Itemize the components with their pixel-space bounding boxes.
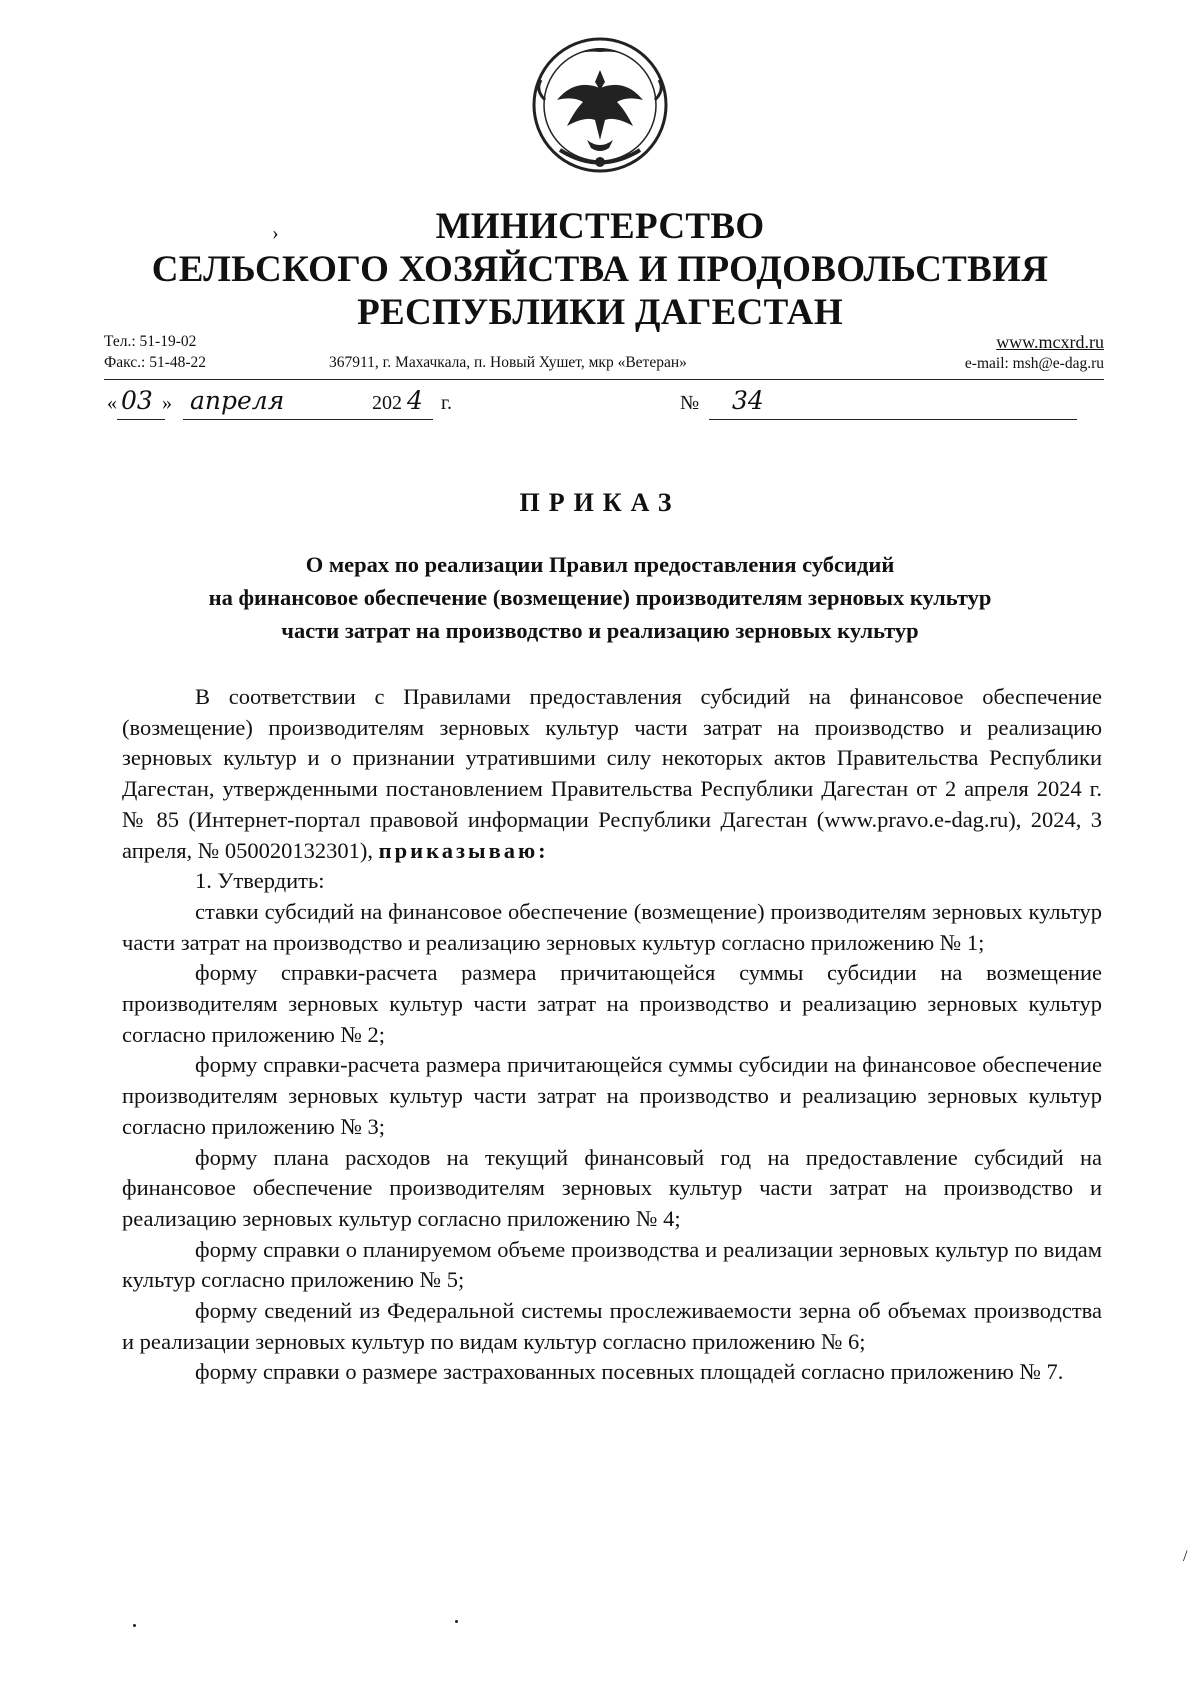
header-divider <box>104 379 1104 380</box>
phone-fax <box>104 331 206 373</box>
point-1: 1. Утвердить: <box>195 868 325 894</box>
ministry-name <box>0 205 1200 334</box>
number-label: № <box>680 392 700 414</box>
year-suffix: г. <box>441 392 452 414</box>
address: 367911, г. Махачкала, п. Новый Хушет, мкр «Ветеран» <box>329 354 687 371</box>
website-link[interactable]: www.mcxrd.ru <box>996 332 1104 352</box>
list-item: форму справки о планируемом объеме производства и реализации зерновых культур по видам культур согласно приложению № 5; <box>122 1236 1102 1293</box>
document-body <box>122 682 1102 1388</box>
list-item: форму плана расходов на текущий финансовый год на предоставление субсидий на финансовое обеспечение производителям зерновых культур части затрат на производство и реализацию зерновых культур согласно приложению № 4; <box>122 1144 1102 1231</box>
document-subtitle <box>0 548 1200 647</box>
scan-dot <box>455 1620 458 1623</box>
intro-text: В соответствии с Правилами предоставления субсидий на финансовое обеспечение (возмещение) производителям зерновых культур части затрат на производство и реализацию зерновых культур и о признании утратившими силу некоторых актов Правительства Республики Дагестан, утвержденными постановлением Правительства Республики Дагестан от 2 апреля 2024 г. № 85 (Интернет-портал правовой информации Республики Дагестан (www.pravo.e-dag.ru), 2024, 3 апреля, № 050020132301), <box>122 684 1102 863</box>
subtitle-line-3: части затрат на производство и реализацию зерновых культур <box>281 618 919 643</box>
year-underline <box>403 419 431 420</box>
scan-tick: / <box>1183 1548 1188 1565</box>
list-item: форму справки о размере застрахованных посевных площадей согласно приложению № 7. <box>195 1359 1064 1385</box>
scan-mark: › <box>272 222 279 244</box>
year-prefix: 202 <box>372 392 402 414</box>
year-digit: 4 <box>407 386 423 415</box>
order-date-number <box>107 386 1077 426</box>
date-open-quote: « <box>107 392 117 414</box>
intro-paragraph <box>122 682 1102 866</box>
phone: Тел.: 51-19-02 <box>104 333 197 350</box>
web-contacts <box>965 331 1104 374</box>
list-item: форму сведений из Федеральной системы прослеживаемости зерна об объемах производства и реализации зерновых культур по видам культур согласно приложению № 6; <box>122 1298 1102 1354</box>
fax: Факс.: 51-48-22 <box>104 354 207 371</box>
date-close-quote: » <box>162 392 172 414</box>
ministry-line-1: МИНИСТЕРСТВО <box>435 206 765 247</box>
subtitle-line-1: О мерах по реализации Правил предоставления субсидий <box>305 552 895 577</box>
list-item: форму справки-расчета размера причитающейся суммы субсидии на финансовое обеспечение производителям зерновых культур части затрат на производство и реализацию зерновых культур согласно приложению № 3; <box>122 1052 1102 1139</box>
scan-dot <box>133 1624 136 1627</box>
subtitle-line-2: на финансовое обеспечение (возмещение) производителям зерновых культур <box>208 585 992 610</box>
list-item: форму справки-расчета размера причитающейся суммы субсидии на возмещение производителям зерновых культур части затрат на производство и реализацию зерновых культур согласно приложению № 2; <box>122 960 1102 1047</box>
date-month: апреля <box>190 386 285 415</box>
month-underline <box>183 419 433 420</box>
ministry-line-3: РЕСПУБЛИКИ ДАГЕСТАН <box>357 292 843 333</box>
day-underline <box>117 419 165 420</box>
ministry-line-2: СЕЛЬСКОГО ХОЗЯЙСТВА И ПРОДОВОЛЬСТВИЯ <box>151 249 1049 290</box>
date-day: 03 <box>121 386 153 415</box>
number-underline <box>709 419 1077 420</box>
order-word: приказываю: <box>378 837 549 863</box>
list-item: ставки субсидий на финансовое обеспечение (возмещение) производителям зерновых культур части затрат на производство и реализацию зерновых культур согласно приложению № 1; <box>122 898 1102 955</box>
coat-of-arms-emblem <box>525 30 675 180</box>
order-number: 34 <box>732 386 764 415</box>
email: e-mail: msh@e-dag.ru <box>964 355 1104 372</box>
document-title: ПРИКАЗ <box>519 488 681 517</box>
